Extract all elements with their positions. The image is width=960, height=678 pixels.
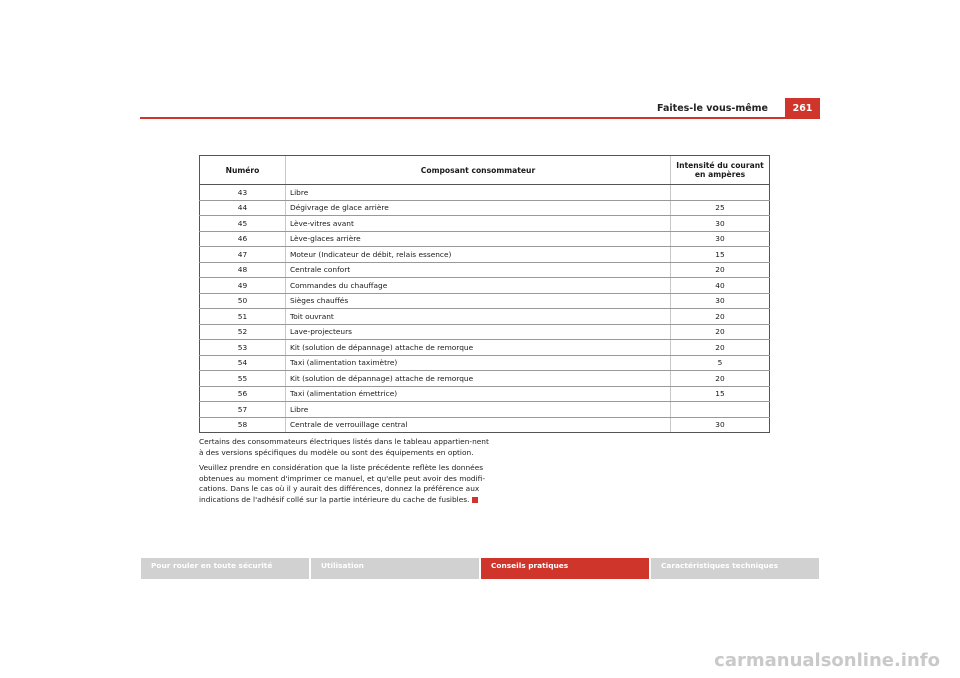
- table-row: [200, 309, 770, 325]
- cell-number: 54: [200, 355, 286, 371]
- cell-current: 5: [671, 355, 770, 371]
- cell-current: 30: [671, 231, 770, 247]
- table-row: [200, 371, 770, 387]
- cell-component: Moteur (Indicateur de débit, relais essence): [286, 247, 671, 263]
- cell-component: Lave-projecteurs: [286, 324, 671, 340]
- cell-component: Taxi (alimentation émettrice): [286, 386, 671, 402]
- cell-current: 25: [671, 200, 770, 216]
- table-row: [200, 247, 770, 263]
- cell-current: 20: [671, 309, 770, 325]
- cell-number: 53: [200, 340, 286, 356]
- cell-component: Toit ouvrant: [286, 309, 671, 325]
- cell-number: 49: [200, 278, 286, 294]
- cell-current: 30: [671, 293, 770, 309]
- cell-current: 15: [671, 247, 770, 263]
- cell-component: Libre: [286, 185, 671, 201]
- table-row: [200, 355, 770, 371]
- cell-number: 55: [200, 371, 286, 387]
- cell-component: Kit (solution de dépannage) attache de remorque: [286, 371, 671, 387]
- cell-number: 51: [200, 309, 286, 325]
- cell-number: 47: [200, 247, 286, 263]
- table-row: [200, 200, 770, 216]
- header-component: Composant consommateur: [286, 156, 671, 185]
- note-paragraph-2: [199, 463, 489, 505]
- table-row: [200, 185, 770, 201]
- table-row: [200, 262, 770, 278]
- table-header-row: [200, 156, 770, 185]
- cell-number: 43: [200, 185, 286, 201]
- table-row: [200, 402, 770, 418]
- cell-number: 46: [200, 231, 286, 247]
- cell-component: Centrale confort: [286, 262, 671, 278]
- cell-number: 56: [200, 386, 286, 402]
- cell-component: Sièges chauffés: [286, 293, 671, 309]
- header-number: Numéro: [200, 156, 286, 185]
- cell-current: 40: [671, 278, 770, 294]
- cell-current: 30: [671, 417, 770, 433]
- table-row: [200, 340, 770, 356]
- table-row: [200, 216, 770, 232]
- table-row: [200, 386, 770, 402]
- cell-component: Lève-vitres avant: [286, 216, 671, 232]
- notes: [199, 437, 489, 510]
- cell-component: Taxi (alimentation taximètre): [286, 355, 671, 371]
- tab-practical-tips[interactable]: Conseils pratiques: [481, 558, 649, 579]
- cell-component: Commandes du chauffage: [286, 278, 671, 294]
- note-paragraph-1: Certains des consommateurs électriques listés dans le tableau appartien-nent à des versions spécifiques du modèle ou sont des équipements en option.: [199, 437, 489, 457]
- tab-technical-specs[interactable]: Caractéristiques techniques: [651, 558, 819, 579]
- cell-number: 45: [200, 216, 286, 232]
- cell-current: [671, 185, 770, 201]
- page-number: 261: [785, 98, 820, 118]
- cell-current: 15: [671, 386, 770, 402]
- table-body: [200, 185, 770, 433]
- note-paragraph-2-text: Veuillez prendre en considération que la liste précédente reflète les données obtenues au moment d'imprimer ce manuel, et qu'elle peut avoir des modifi-cations. Dans le cas où il y aurait des différences, donnez la préférence aux indications de l'adhésif collé sur la partie intérieure du cache de fusibles.: [199, 463, 485, 504]
- cell-current: 20: [671, 324, 770, 340]
- watermark: carmanualsonline.info: [714, 650, 940, 671]
- cell-current: [671, 402, 770, 418]
- cell-current: 30: [671, 216, 770, 232]
- cell-current: 20: [671, 371, 770, 387]
- table-row: [200, 293, 770, 309]
- table-row: [200, 231, 770, 247]
- tab-safety[interactable]: Pour rouler en toute sécurité: [141, 558, 309, 579]
- cell-component: Dégivrage de glace arrière: [286, 200, 671, 216]
- table-row: [200, 324, 770, 340]
- cell-component: Centrale de verrouillage central: [286, 417, 671, 433]
- cell-component: Kit (solution de dépannage) attache de remorque: [286, 340, 671, 356]
- cell-number: 52: [200, 324, 286, 340]
- tab-operation[interactable]: Utilisation: [311, 558, 479, 579]
- header-current: Intensité du courant en ampères: [671, 156, 770, 185]
- cell-number: 50: [200, 293, 286, 309]
- table-row: [200, 417, 770, 433]
- cell-number: 44: [200, 200, 286, 216]
- table-row: [200, 278, 770, 294]
- chapter-title: Faites-le vous-même: [657, 103, 768, 114]
- cell-current: 20: [671, 340, 770, 356]
- header-rule: [140, 117, 820, 119]
- cell-number: 58: [200, 417, 286, 433]
- end-of-section-icon: [472, 497, 478, 503]
- cell-current: 20: [671, 262, 770, 278]
- cell-number: 57: [200, 402, 286, 418]
- fuse-table: [199, 155, 770, 433]
- cell-component: Lève-glaces arrière: [286, 231, 671, 247]
- cell-component: Libre: [286, 402, 671, 418]
- cell-number: 48: [200, 262, 286, 278]
